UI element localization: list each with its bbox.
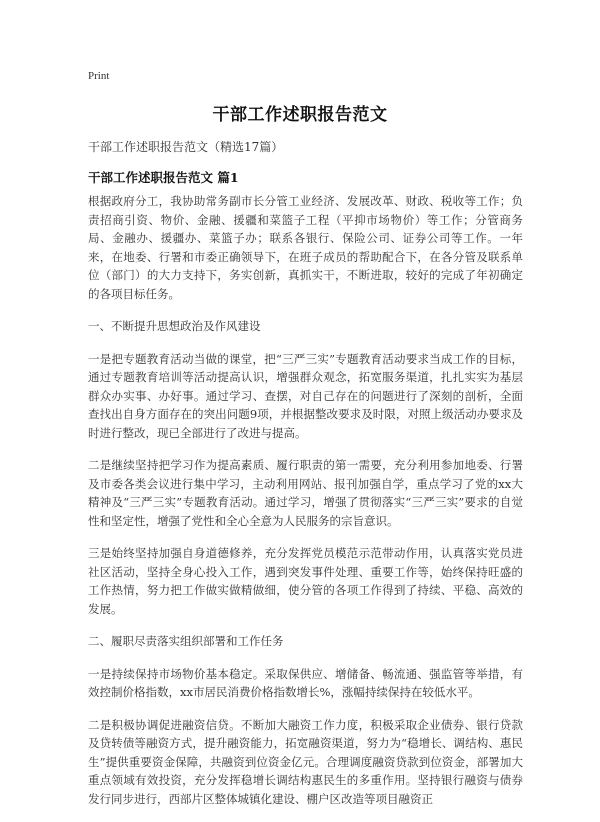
document-body [88, 192, 523, 822]
section-heading-2: 二、履职尽责落实组织部署和工作任务 [88, 634, 284, 648]
paragraph: 一是持续保持市场物价基本稳定。采取保供应、增储备、畅流通、强监管等举措，有效控制价格指数，xx市居民消费价格指数增长%，涨幅持续保持在较低水平。 [88, 666, 523, 699]
paragraph: 二是积极协调促进融资信贷。不断加大融资工作力度，积极采取企业债券、银行贷款及贷转债等融资方式，提升融资能力，拓宽融资渠道，努力为“稳增长、调结构、惠民生”提供重要资金保障，共融资到位资金亿元。合理调度融资贷款到位资金，部署加大重点领域有效投资，充分发挥稳增长调结构惠民生的多重作用。坚持银行融资与债券发行同步进行，西部片区整体城镇化建设、棚户区改造等项目融资正 [88, 717, 523, 806]
paragraph: 一是把专题教育活动当做的课堂，把“三严三实”专题教育活动要求当成工作的目标，通过专题教育培训等活动提高认识，增强群众观念，拓宽服务渠道，扎扎实实为基层群众办实事、办好事。通过学习、查摆，对自己存在的问题进行了深刻的剖析，全面查找出自身方面存在的突出问题9项，并根据整改要求及时限，对照上级活动办要求及时进行整改，现已全部进行了改进与提高。 [88, 351, 523, 440]
section-title: 干部工作述职报告范文 篇1 [88, 170, 239, 185]
document-subtitle: 干部工作述职报告范文（精选17篇） [88, 140, 284, 154]
section-heading-1: 一、不断提升思想政治及作风建设 [88, 319, 261, 333]
print-link[interactable]: Print [88, 70, 110, 82]
paragraph: 二是继续坚持把学习作为提高素质、履行职责的第一需要，充分利用参加地委、行署及市委各类会议进行集中学习，主动利用网站、报刊加强自学，重点学习了党的xx大精神及“三严三实”专题教育活动。通过学习，增强了贯彻落实“三严三实”要求的自觉性和坚定性，增强了党性和全心全意为人民服务的宗旨意识。 [88, 458, 523, 528]
page-title: 干部工作述职报告范文 [212, 105, 388, 125]
paragraph-intro: 根据政府分工，我协助常务副市长分管工业经济、发展改革、财政、税收等工作；负责招商引资、物价、金融、援疆和菜篮子工程（平抑市场物价）等工作；分管商务局、金融办、援疆办、菜篮子办；联系各银行、保险公司、证券公司等工作。一年来，在地委、行署和市委正确领导下，在班子成员的帮助配合下，在各分管及联系单位（部门）的大力支持下，务实创新，真抓实干，不断进取，较好的完成了年初确定的各项目标任务。 [88, 194, 523, 301]
paragraph: 三是始终坚持加强自身道德修养，充分发挥党员模范示范带动作用，认真落实党员进社区活动，坚持全身心投入工作，遇到突发事件处理、重要工作等，始终保持旺盛的工作热情，努力把工作做实做精做细，使分管的各项工作得到了持续、平稳、高效的发展。 [88, 546, 523, 616]
